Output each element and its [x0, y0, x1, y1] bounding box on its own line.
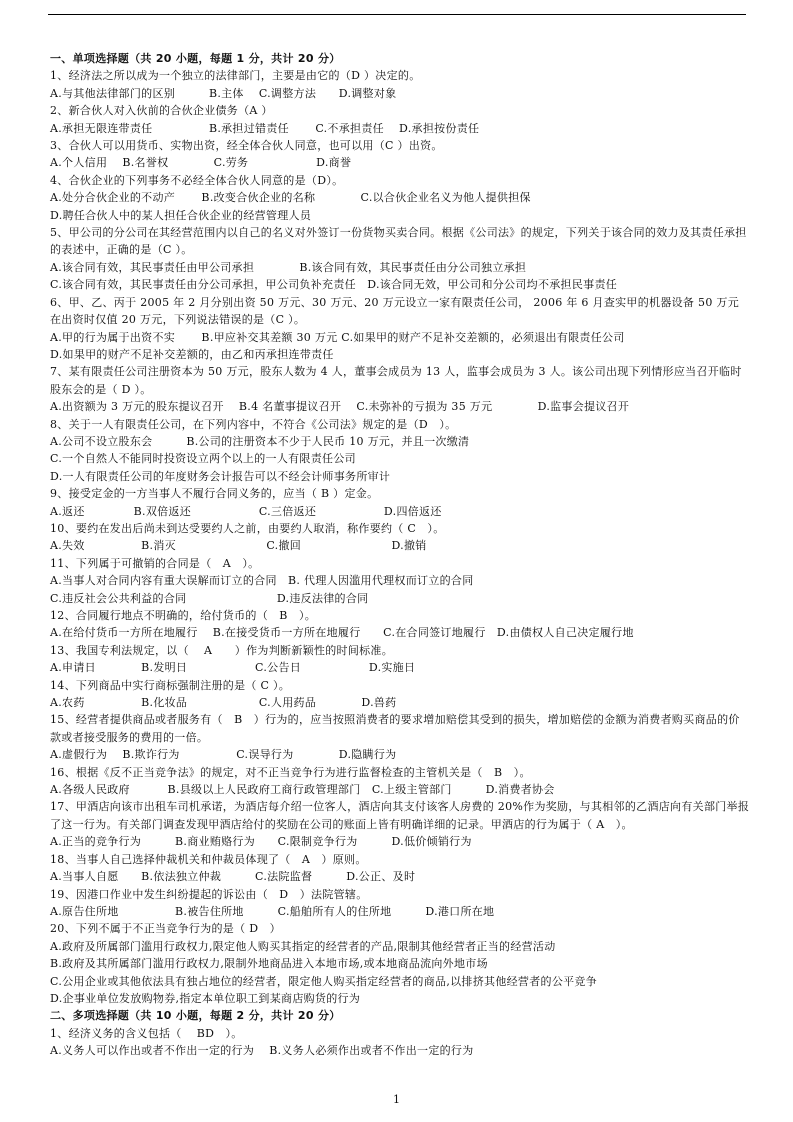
section-heading: 二、多项选择题（共 10 小题，每题 2 分，共计 20 分）: [50, 1009, 341, 1023]
answer-options: A.失效 B.消灭 C.撤回 D.撤销: [50, 539, 427, 553]
answer-options: B.政府及其所属部门滥用行政权力,限制外地商品进入本地市场,或本地商品流向外地市场: [50, 957, 488, 971]
answer-options: A.与其他法律部门的区别 B.主体 C.调整方法 D.调整对象: [50, 86, 397, 100]
answer-options: C.一个自然人不能同时投资设立两个以上的一人有限责任公司: [50, 452, 356, 466]
question-text: 11、下列属于可撤销的合同是（ A ）。: [50, 556, 260, 570]
answer-options: A.该合同有效，其民事责任由甲公司承担 B.该合同有效，其民事责任由分公司独立承担: [50, 260, 527, 274]
question-text: 2、新合伙人对入伙前的合伙企业债务（A ）: [50, 104, 273, 118]
question-text: 17、甲酒店向该市出租车司机承诺，为酒店每介绍一位客人，酒店向其支付该客人房费的 20%作为奖励，与其相邻的乙酒店向有关部门举报了这一行为。有关部门调查发现甲酒店给付的奖励在公司的账面上皆有明确详细的记录。甲酒店的行为属于（ A ）。: [50, 800, 750, 831]
question-text: 13、我国专利法规定，以（ A ）作为判断新颖性的时间标准。: [50, 643, 394, 657]
question-text: 14、下列商品中实行商标强制注册的是（ C ）。: [50, 678, 291, 692]
answer-options: A.义务人可以作出或者不作出一定的行为 B.义务人必须作出或者不作出一定的行为: [50, 1044, 474, 1058]
answer-options: A.当事人对合同内容有重大误解而订立的合同 B. 代理人因滥用代理权而订立的合同: [50, 574, 474, 588]
document-body: [50, 50, 750, 1060]
answer-options: C.该合同有效，其民事责任由分公司承担，甲公司负补充责任 D.该合同无效，甲公司和分公司均不承担民事责任: [50, 278, 618, 292]
answer-options: C.公用企业或其他依法具有独占地位的经营者，限定他人购买指定经营者的商品,以排挤其他经营者的公平竞争: [50, 974, 598, 988]
question-text: 9、接受定金的一方当事人不履行合同义务的，应当（ B ）定金。: [50, 487, 379, 501]
answer-options: A.出资额为 3 万元的股东提议召开 B.4 名董事提议召开 C.未弥补的亏损为 35 万元 D.监事会提议召开: [50, 400, 630, 414]
question-text: 8、关于一人有限责任公司，在下列内容中，不符合《公司法》规定的是（D ）。: [50, 417, 457, 431]
section-heading: 一、单项选择题（共 20 小题，每题 1 分，共计 20 分）: [50, 52, 341, 65]
answer-options: A.承担无限连带责任 B.承担过错责任 C.不承担责任 D.承担按份责任: [50, 121, 480, 135]
answer-options: A.甲的行为属于出资不实 B.甲应补交其差额 30 万元 C.如果甲的财产不足补交差额的，必须退出有限责任公司: [50, 330, 625, 344]
answer-options: A.在给付货币一方所在地履行 B.在接受货币一方所在地履行 C.在合同签订地履行 D.由债权人自己决定履行地: [50, 626, 634, 640]
answer-options: A.个人信用 B.名誉权 C.劳务 D.商誉: [50, 156, 352, 170]
header-rule: [48, 14, 746, 15]
page-number: 1: [393, 1093, 400, 1106]
answer-options: A.各级人民政府 B.县级以上人民政府工商行政管理部门 C.上级主管部门 D.消费者协会: [50, 783, 555, 797]
answer-options: A.正当的竞争行为 B.商业贿赂行为 C.限制竞争行为 D.低价倾销行为: [50, 835, 472, 849]
answer-options: D.企事业单位发放购物券,指定本单位职工到某商店购货的行为: [50, 991, 361, 1005]
question-text: 16、根据《反不正当竞争法》的规定，对不正当竞争行为进行监督检查的主管机关是（ B ）。: [50, 765, 531, 779]
answer-options: A.政府及所属部门滥用行政权力,限定他人购买其指定的经营者的产品,限制其他经营者正当的经营活动: [50, 939, 556, 953]
answer-options: A.当事人自愿 B.依法独立仲裁 C.法院监督 D.公正、及时: [50, 870, 416, 884]
answer-options: D.聘任合伙人中的某人担任合伙企业的经营管理人员: [50, 208, 312, 222]
question-text: 6、甲、乙、丙于 2005 年 2 月分别出资 50 万元、30 万元、20 万元设立一家有限责任公司， 2006 年 6 月查实甲的机器设备 50 万元在出资时仅值 20 万元，下列说法错误的是（C ）。: [50, 295, 740, 327]
answer-options: D.一人有限责任公司的年度财务会计报告可以不经会计师事务所审计: [50, 469, 391, 483]
answer-options: A.返还 B.双倍返还 C.三倍返还 D.四倍返还: [50, 504, 442, 518]
answer-options: A.原告住所地 B.被告住所地 C.船舶所有人的住所地 D.港口所在地: [50, 904, 495, 918]
question-text: 19、因港口作业中发生纠纷提起的诉讼由（ D ）法院管辖。: [50, 887, 368, 901]
question-text: 10、要约在发出后尚未到达受要约人之前，由要约人取消，称作要约（ C ）。: [50, 521, 445, 535]
question-text: 18、当事人自己选择仲裁机关和仲裁员体现了（ A ）原则。: [50, 852, 367, 866]
question-text: 15、经营者提供商品或者服务有（ B ）行为的，应当按照消费者的要求增加赔偿其受到的损失，增加赔偿的金额为消费者购买商品的价款或者接受服务的费用的一倍。: [50, 713, 740, 744]
answer-options: A.处分合伙企业的不动产 B.改变合伙企业的名称 C.以合伙企业名义为他人提供担保: [50, 191, 531, 205]
question-text: 1、经济法之所以成为一个独立的法律部门，主要是由它的（D ）决定的。: [50, 69, 421, 83]
answer-options: A.农药 B.化妆品 C.人用药品 D.兽药: [50, 696, 397, 710]
question-text: 1、经济义务的含义包括（ BD ）。: [50, 1026, 243, 1040]
question-text: 20、下列不属于不正当竞争行为的是（ D ）: [50, 922, 281, 936]
answer-options: C.违反社会公共利益的合同 D.违反法律的合同: [50, 591, 369, 605]
answer-options: A.虚假行为 B.欺诈行为 C.误导行为 D.隐瞒行为: [50, 748, 397, 762]
answer-options: A.公司不设立股东会 B.公司的注册资本不少于人民币 10 万元，并且一次缴清: [50, 434, 470, 448]
question-text: 5、甲公司的分公司在其经营范围内以自己的名义对外签订一份货物买卖合同。根据《公司法》的规定，下列关于该合同的效力及其责任承担的表述中，正确的是（C ）。: [50, 226, 747, 257]
question-text: 3、合伙人可以用货币、实物出资，经全体合伙人同意，也可以用（C ）出资。: [50, 139, 443, 153]
answer-options: D.如果甲的财产不足补交差额的，由乙和丙承担连带责任: [50, 347, 334, 361]
answer-options: A.申请日 B.发明日 C.公告日 D.实施日: [50, 661, 416, 675]
question-text: 4、合伙企业的下列事务不必经全体合伙人同意的是（D）。: [50, 173, 344, 187]
question-text: 12、合同履行地点不明确的，给付货币的（ B ）。: [50, 609, 317, 622]
question-text: 7、某有限责任公司注册资本为 50 万元，股东人数为 4 人，董事会成员为 13 人，监事会成员为 3 人。该公司出现下列情形应当召开临时股东会的是（ D ）。: [50, 365, 742, 396]
